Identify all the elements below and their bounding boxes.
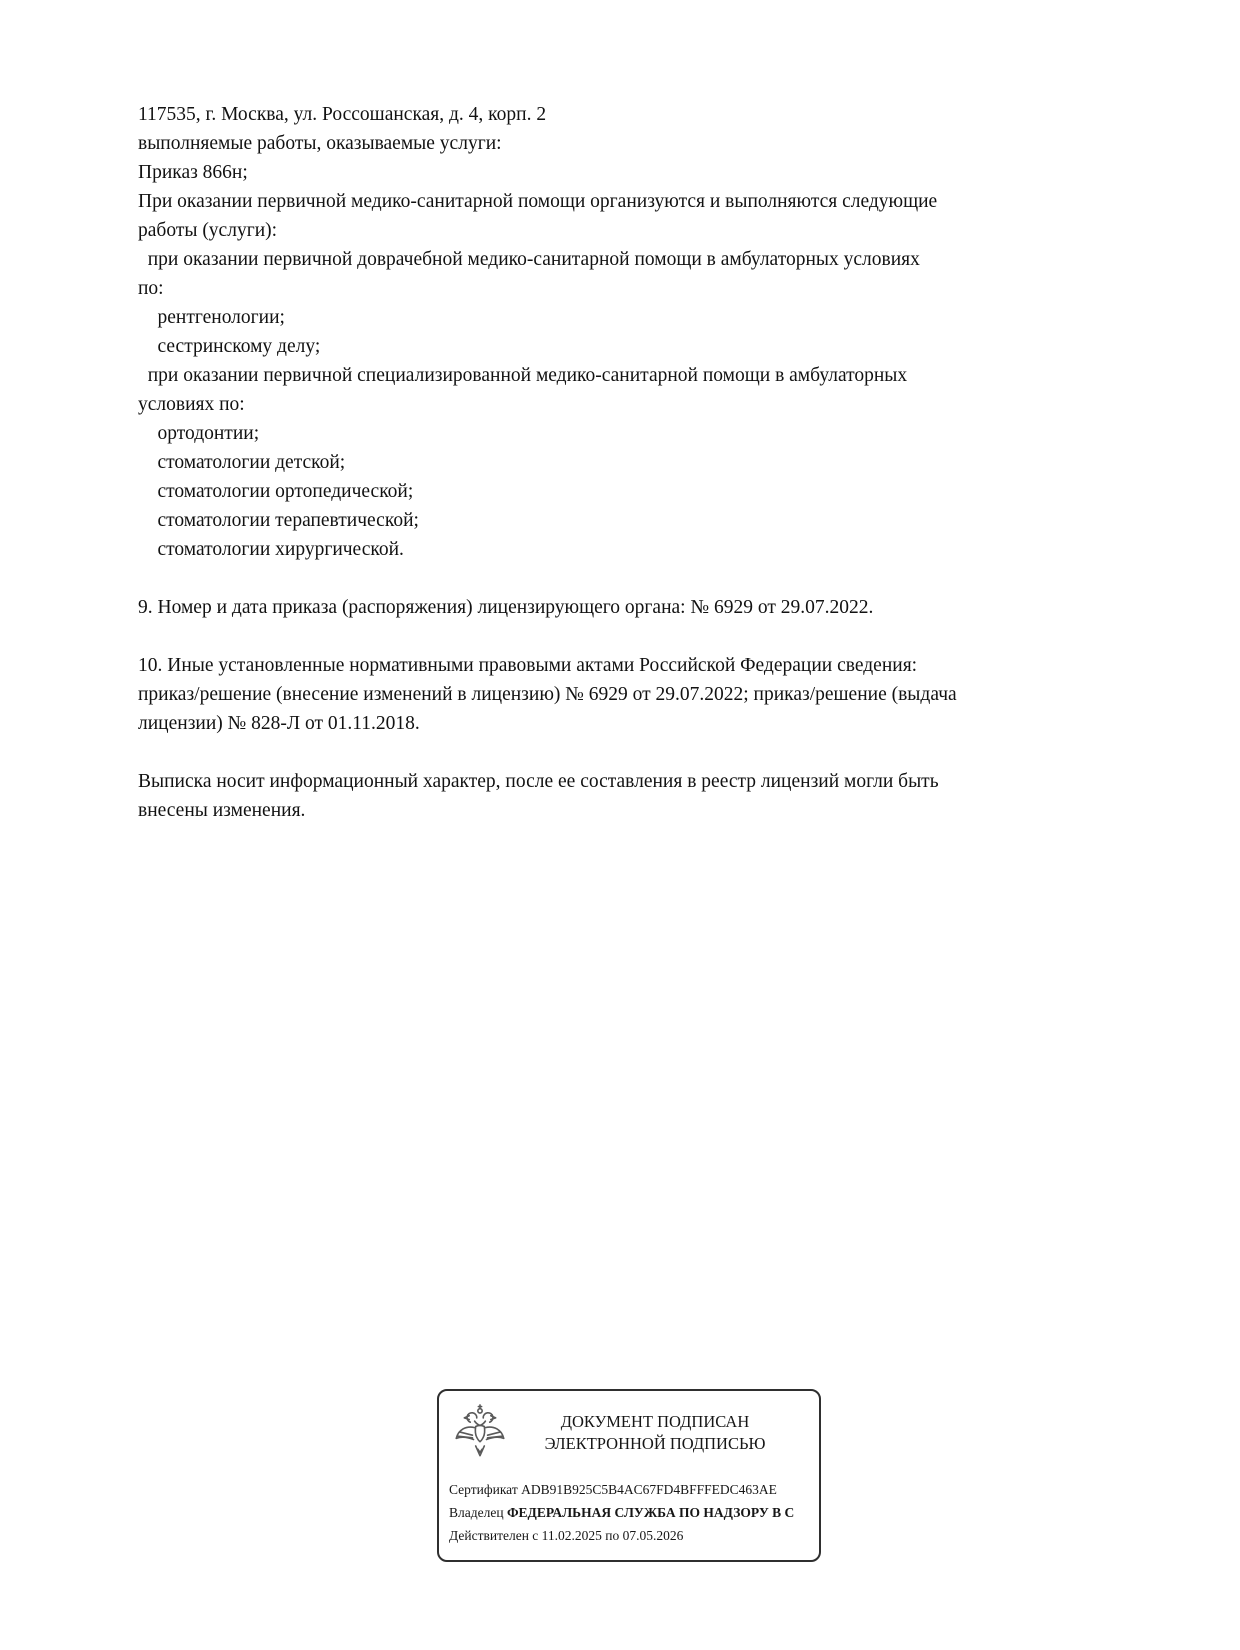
document-line: стоматологии хирургической. [138, 539, 404, 560]
document-line: стоматологии детской; [138, 452, 346, 473]
owner-label: Владелец [449, 1505, 504, 1520]
certificate-value: ADB91B925C5B4AC67FD4BFFFEDC463AE [521, 1482, 777, 1497]
document-text [138, 100, 1138, 825]
validity-line: Действителен с 11.02.2025 по 07.05.2026 [449, 1528, 684, 1543]
double-headed-eagle-icon [453, 1403, 507, 1463]
document-line: стоматологии терапевтической; [138, 510, 419, 531]
document-line-blank [138, 564, 1138, 593]
document-line: выполняемые работы, оказываемые услуги: [138, 133, 502, 154]
stamp-title [507, 1411, 809, 1455]
document-line: 117535, г. Москва, ул. Россошанская, д. 4, корп. 2 [138, 104, 547, 125]
document-line: Выписка носит информационный характер, после ее составления в реестр лицензий могли быть [138, 771, 939, 792]
stamp-title-line-2: ЭЛЕКТРОННОЙ ПОДПИСЬЮ [544, 1434, 766, 1453]
certificate-line [449, 1478, 819, 1501]
electronic-signature-stamp [437, 1389, 821, 1562]
document-line: лицензии) № 828-Л от 01.11.2018. [138, 713, 420, 734]
document-line: ортодонтии; [138, 423, 260, 444]
document-line: 9. Номер и дата приказа (распоряжения) лицензирующего органа: № 6929 от 29.07.2022. [138, 597, 874, 618]
stamp-header [439, 1401, 819, 1463]
document-line-blank [138, 738, 1138, 767]
document-line: сестринскому делу; [138, 336, 321, 357]
document-line: при оказании первичной доврачебной медико-санитарной помощи в амбулаторных условиях [138, 249, 920, 270]
document-line: условиях по: [138, 394, 245, 415]
owner-line [449, 1501, 819, 1524]
document-line: приказ/решение (внесение изменений в лицензию) № 6929 от 29.07.2022; приказ/решение (выдача [138, 684, 957, 705]
stamp-title-line-1: ДОКУМЕНТ ПОДПИСАН [560, 1412, 750, 1431]
document-line: Приказ 866н; [138, 162, 248, 183]
document-line: внесены изменения. [138, 800, 306, 821]
stamp-info [439, 1478, 819, 1547]
document-line-blank [138, 622, 1138, 651]
document-line: по: [138, 278, 164, 299]
document-line: работы (услуги): [138, 220, 278, 241]
owner-value: ФЕДЕРАЛЬНАЯ СЛУЖБА ПО НАДЗОРУ В С [506, 1505, 795, 1520]
document-line: стоматологии ортопедической; [138, 481, 414, 502]
document-line: При оказании первичной медико-санитарной помощи организуются и выполняются следующие [138, 191, 938, 212]
document-line: при оказании первичной специализированной медико-санитарной помощи в амбулаторных [138, 365, 908, 386]
document-line: рентгенологии; [138, 307, 285, 328]
certificate-label: Сертификат [449, 1482, 518, 1497]
document-line: 10. Иные установленные нормативными правовыми актами Российской Федерации сведения: [138, 655, 918, 676]
